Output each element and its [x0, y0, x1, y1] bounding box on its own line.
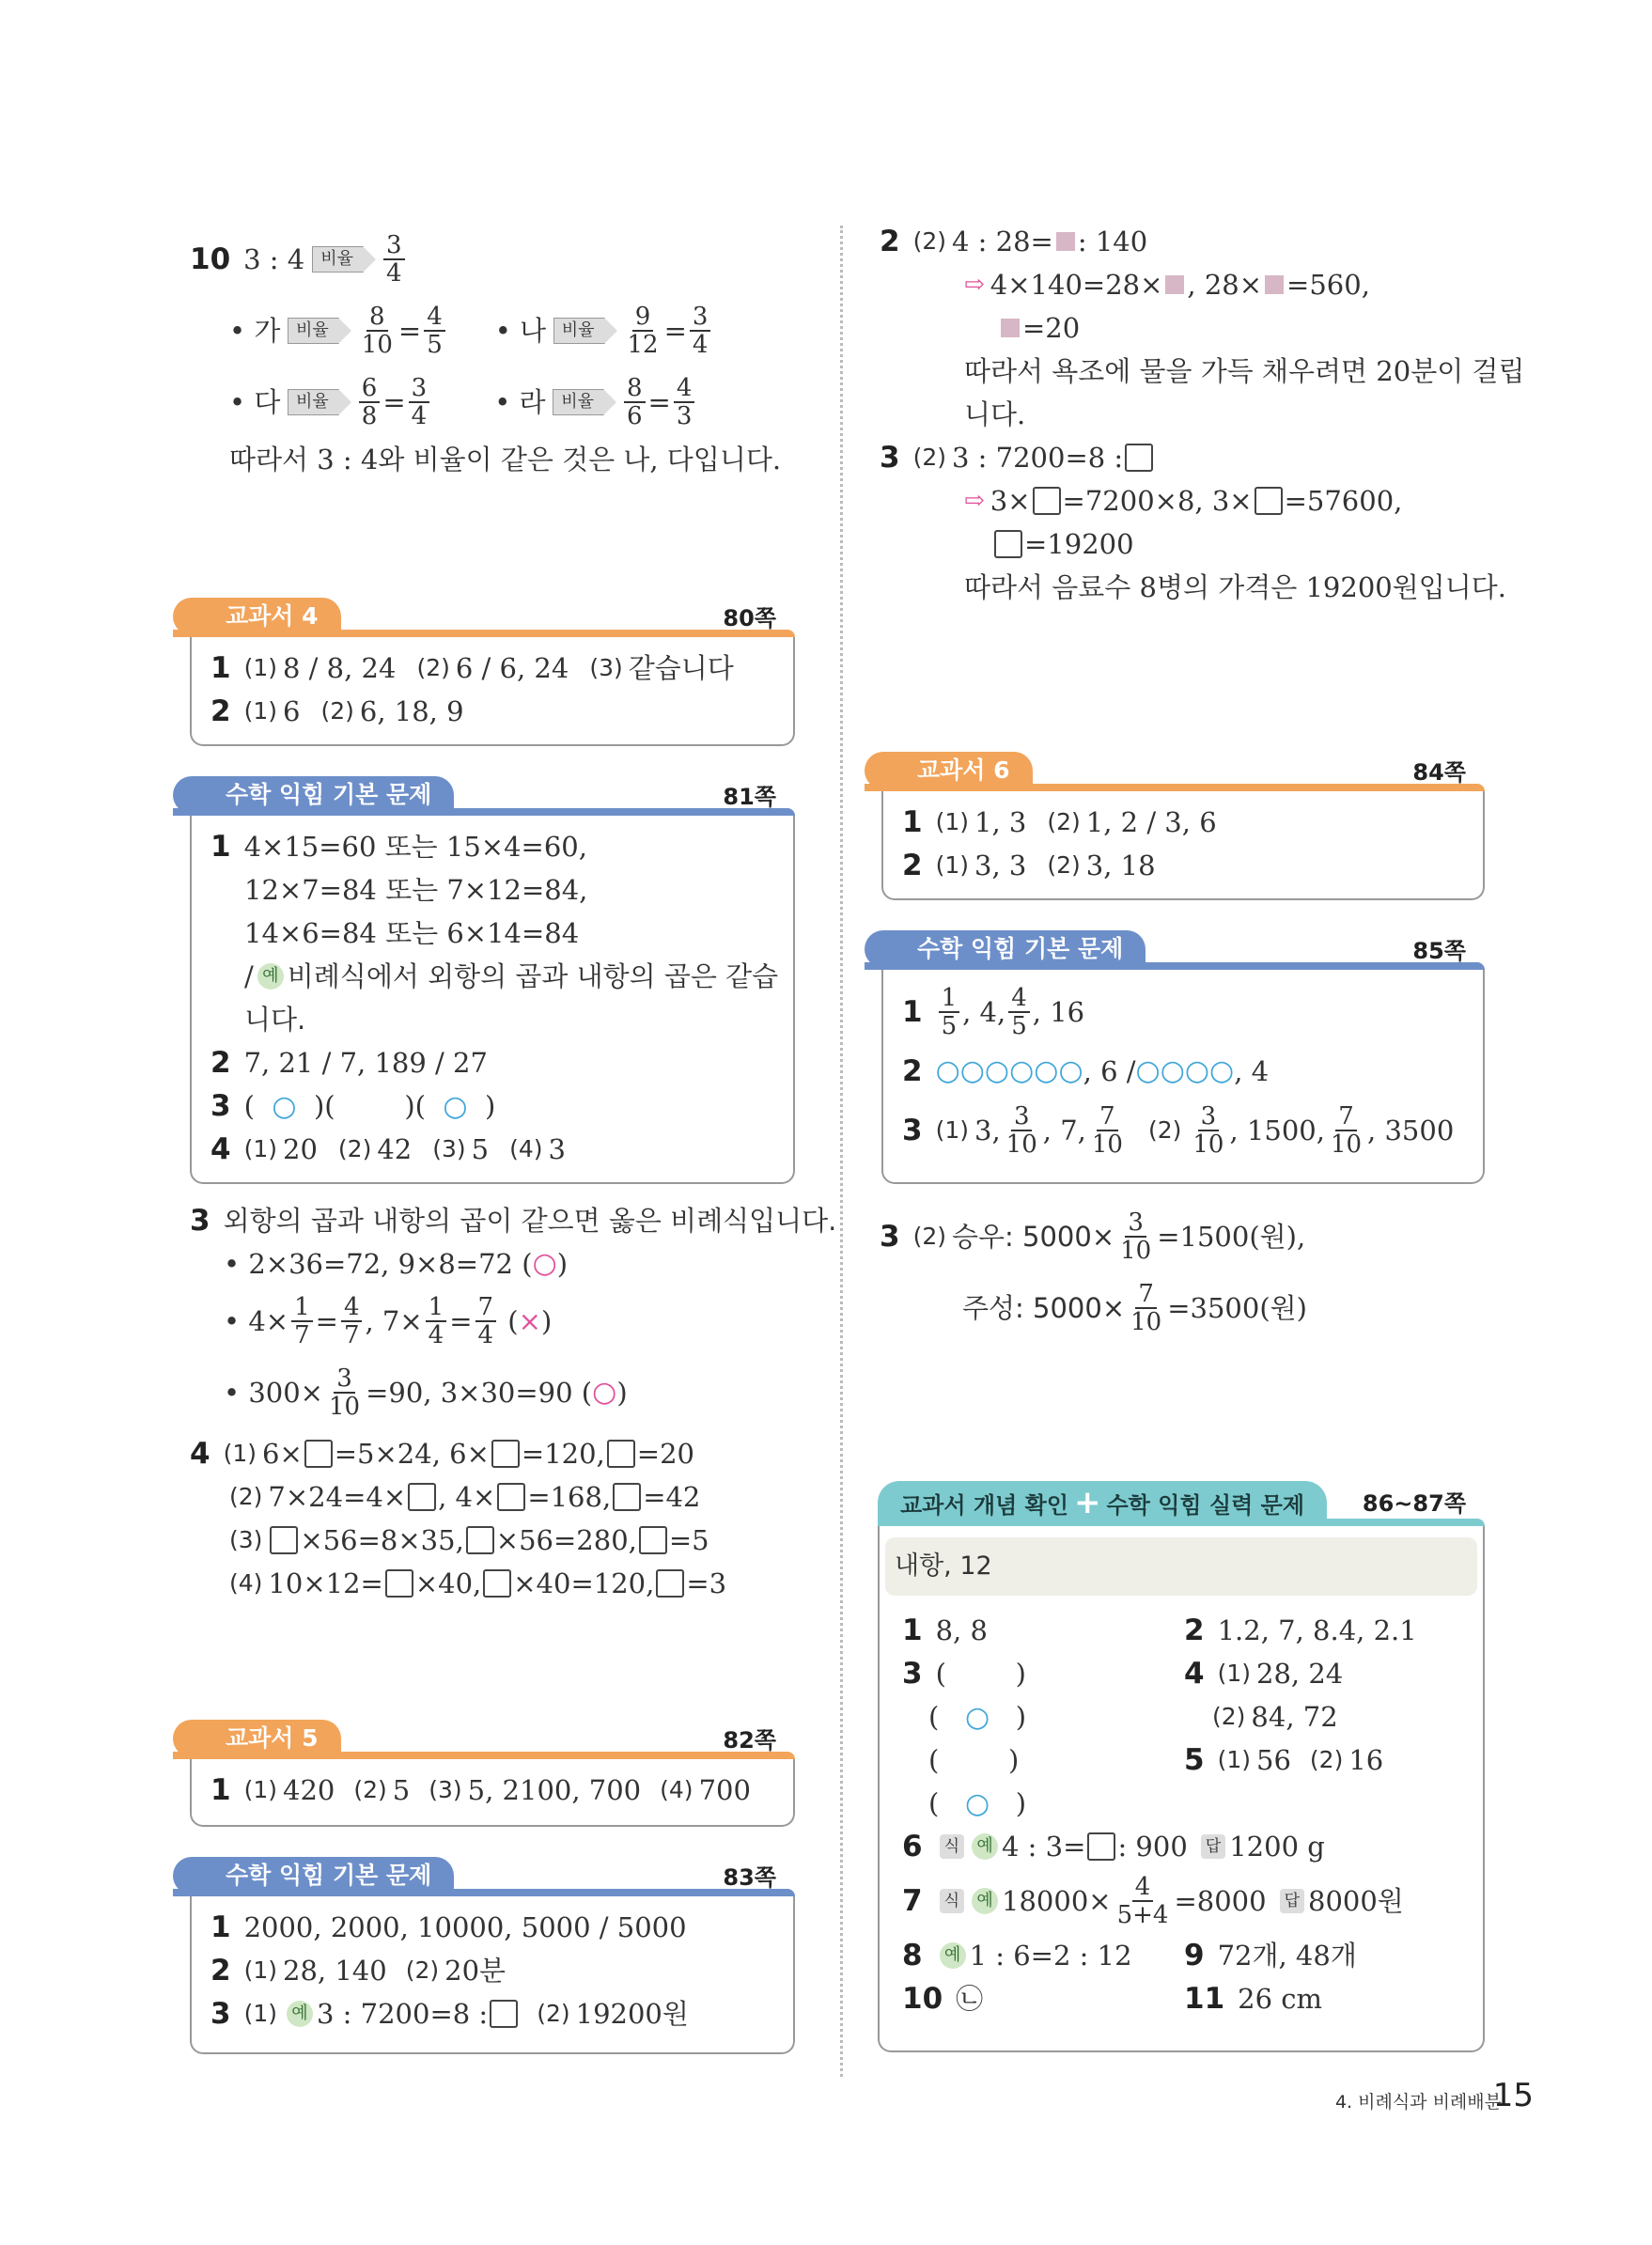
ratio-tag: 비율: [288, 318, 339, 344]
q-num: 4: [190, 1437, 210, 1471]
item-ga-label: • 가: [229, 315, 281, 347]
sub-label: (2): [229, 1483, 263, 1510]
blank-box: [1255, 487, 1283, 515]
answer: 28, 140: [283, 1955, 387, 1987]
q-num: 1: [210, 830, 231, 864]
ye-badge: 예: [972, 1888, 998, 1914]
expr: 10×12=: [268, 1567, 383, 1599]
sub-label: (1): [243, 1957, 277, 1984]
answer: 1200 g: [1229, 1831, 1325, 1863]
answer: 16: [1348, 1744, 1384, 1776]
section-concept-86-87: [878, 1481, 1485, 2052]
item-da-label: • 다: [229, 386, 281, 418]
item-na-label: • 나: [494, 315, 547, 347]
expr: 4 : 3=: [1002, 1831, 1086, 1863]
sub-label: (1): [243, 697, 277, 725]
expr: =3: [686, 1567, 727, 1599]
sub-label: (1): [935, 851, 969, 879]
expr: =1500(원),: [1157, 1221, 1306, 1253]
square-mark: [1165, 275, 1184, 294]
circles-group: ○○○○: [1135, 1054, 1235, 1087]
frac: $\frac{7}{10}$: [1330, 1102, 1363, 1159]
section-title: 수학 익힘 기본 문제: [865, 930, 1145, 968]
expr: , 3500: [1367, 1115, 1455, 1146]
blank-box: [656, 1569, 684, 1598]
sub-label: (1): [243, 1776, 277, 1803]
sub-label: (2): [912, 227, 946, 255]
answer: 6: [283, 695, 301, 727]
ye-badge: 예: [287, 2001, 313, 2027]
sub-label: (2): [912, 444, 946, 471]
dap-tag: 답: [1280, 1889, 1304, 1913]
section-page: 80쪽: [723, 605, 776, 631]
answer: 3, 3: [974, 850, 1027, 881]
ratio-tag: 비율: [553, 318, 605, 344]
circle-mark: ○: [592, 1376, 617, 1409]
sub-label: (1): [243, 654, 277, 681]
expr: 3,: [974, 1115, 1001, 1146]
q-num: 2: [210, 1046, 231, 1080]
explanation-3: 3 외항의 곱과 내항의 곱이 같으면 옳은 비례식입니다. • 2×36=72, 9×8=72 ( ○ ) • 4× $\frac{1}{7}$ = $\frac{4}{7}$ , 7× $\frac{1}{4}$ = $\frac{7}{4}$ ( × ) • 300× $\frac{3}{10}$ =90, 3×30=90 ( ○ ): [190, 1199, 836, 1428]
section-page: 81쪽: [723, 784, 776, 810]
answer-line: 12×7=84 또는 7×12=84,: [244, 874, 588, 906]
expr: 7×24=4×: [268, 1481, 407, 1513]
sub-label: (2): [320, 697, 354, 725]
answer: 같습니다: [628, 652, 734, 684]
answer: ㉡: [956, 1983, 984, 2015]
sub-label: (1): [243, 2000, 277, 2027]
answer: 1 : 6=2 : 12: [969, 1940, 1132, 1972]
bullet-3-post: =90, 3×30=90: [366, 1377, 573, 1409]
q-num: 1: [902, 1614, 923, 1647]
sub-label: (1): [935, 1116, 969, 1144]
expr: =3500(원): [1167, 1292, 1307, 1324]
section-content: [210, 1769, 751, 1812]
expr: , 7,: [1042, 1115, 1086, 1146]
item-ra-frac1: $\frac{8}{6}$: [624, 375, 646, 429]
arrow-icon: ⇨: [964, 487, 985, 515]
square-mark: [1056, 232, 1075, 251]
sub-label: (2): [1212, 1703, 1246, 1730]
q-num: 3: [880, 441, 900, 475]
expr: 18000×: [1002, 1885, 1112, 1917]
answer: 19200원: [575, 1998, 689, 2030]
sub-label: (4): [229, 1569, 263, 1597]
q-num: 3: [880, 1220, 900, 1254]
sub-label: (2): [1047, 851, 1081, 879]
expr: , 1500,: [1229, 1115, 1325, 1146]
q-num: 2: [210, 1954, 231, 1988]
column-divider: [840, 226, 843, 2077]
answer: 20: [283, 1133, 318, 1165]
equals-sign: =: [397, 315, 422, 347]
frac: $\frac{4}{7}$: [341, 1294, 363, 1349]
answer: 420: [283, 1774, 335, 1806]
section-practice-83: [173, 1857, 795, 2054]
ratio-tag: 비율: [312, 246, 364, 273]
answer: 5: [392, 1774, 411, 1806]
answer: 26 cm: [1238, 1983, 1323, 2015]
answer: 8000원: [1308, 1885, 1404, 1917]
sub-label: (2): [353, 1776, 387, 1803]
q-num: 1: [902, 805, 923, 839]
sub-label: (1): [1217, 1660, 1251, 1687]
answer: 1.2, 7, 8.4, 2.1: [1217, 1614, 1417, 1646]
q-num: 2: [1184, 1614, 1205, 1647]
expr: , 28×: [1187, 269, 1263, 301]
answer: 6 / 6, 24: [455, 652, 569, 684]
expr: =57600,: [1284, 485, 1403, 517]
q10-block: [190, 224, 781, 481]
answer: 42: [377, 1133, 413, 1165]
title-a: 교과서 개념 확인: [900, 1492, 1068, 1519]
sub-label: (3): [429, 1776, 462, 1803]
answer-line: 비례식에서 외항의 곱과 내항의 곱은 같습: [287, 960, 779, 992]
explanation-r3b: [880, 1201, 1307, 1344]
q-num: 10: [902, 1982, 943, 2016]
frac: $\frac{1}{7}$: [291, 1294, 313, 1349]
sub-label: (1): [243, 1135, 277, 1162]
ye-badge: 예: [972, 1833, 998, 1860]
blank-box: [994, 530, 1022, 558]
answer: 5, 2100, 700: [467, 1774, 642, 1806]
answer: 6, 18, 9: [359, 695, 464, 727]
sub-label: (2): [1309, 1746, 1344, 1773]
item-na-frac2: $\frac{3}{4}$: [690, 304, 711, 358]
sub-label: (3): [229, 1526, 263, 1553]
sub-label: (1): [1217, 1746, 1251, 1773]
sub-label: (2): [416, 654, 450, 681]
plus-icon: +: [1074, 1484, 1101, 1521]
frac: $\frac{4}{5+4}$: [1116, 1873, 1169, 1929]
ye-badge: 예: [940, 1942, 966, 1969]
expr: 3 : 7200=8 :: [952, 442, 1124, 474]
q-num: 9: [1184, 1939, 1205, 1972]
blank-box: [385, 1569, 413, 1598]
sub-label: (2): [405, 1957, 440, 1984]
section-textbook-5: [173, 1720, 795, 1827]
square-mark: [1265, 275, 1284, 294]
circle-mark: ○: [272, 1089, 297, 1123]
square-mark: [1001, 319, 1020, 337]
section-textbook-6: [865, 752, 1485, 900]
answer: 5: [471, 1133, 490, 1165]
item-na-frac1: $\frac{9}{12}$: [627, 303, 659, 359]
answer: 1, 2 / 3, 6: [1085, 806, 1217, 838]
expr: 승우: 5000×: [952, 1221, 1115, 1253]
bullet-2-mid: , 7×: [365, 1305, 423, 1337]
expr: =5: [668, 1524, 709, 1556]
arrow-icon: ⇨: [964, 271, 985, 299]
q-num: 3: [190, 1204, 210, 1238]
frac: $\frac{3}{10}$: [1005, 1102, 1037, 1159]
bullet-2-pre: • 4×: [224, 1305, 289, 1337]
chapter-footer: 4. 비례식과 비례배분: [1334, 2092, 1502, 2112]
expr: =42: [643, 1481, 701, 1513]
q10-frac: $\frac{3}{4}$: [383, 232, 405, 287]
paren-empty: ( ): [928, 1744, 1020, 1776]
q-num: 1: [210, 651, 231, 685]
x-mark: ×: [518, 1305, 541, 1337]
sub-label: (4): [660, 1776, 694, 1803]
sub-label: (1): [935, 808, 969, 835]
blank-box: [466, 1526, 494, 1554]
sik-tag: 식: [940, 1834, 964, 1859]
circle-mark: ○: [964, 1700, 990, 1734]
sub-label: (2): [537, 2000, 570, 2027]
q-num: 6: [902, 1830, 923, 1863]
blank-box: [1033, 487, 1061, 515]
section-textbook-4: [173, 598, 795, 746]
expr: 4×140=28×: [990, 269, 1163, 301]
sub-label: (1): [223, 1440, 257, 1467]
frac: $\frac{7}{10}$: [1130, 1280, 1162, 1336]
bullet-3-pre: • 300×: [224, 1377, 323, 1409]
q-num: 3: [210, 1997, 231, 2031]
q10-num: 10: [190, 242, 231, 276]
circles-group: ○○○○○○: [935, 1054, 1083, 1087]
frac: $\frac{3}{10}$: [1120, 1208, 1152, 1265]
frac: $\frac{3}{10}$: [328, 1364, 361, 1421]
page-number: 15: [1492, 2077, 1534, 2114]
expr: =19200: [1024, 528, 1134, 560]
expr: : 900: [1117, 1831, 1188, 1863]
answer: 84, 72: [1251, 1701, 1338, 1733]
blank-box: [270, 1526, 298, 1554]
expr: =120,: [521, 1438, 605, 1470]
sub-label: (2): [912, 1223, 946, 1250]
paren-group: ( ○ )( )( ○ ): [243, 1089, 496, 1123]
sub-label: (2): [1047, 808, 1081, 835]
q-num: 5: [1184, 1743, 1205, 1777]
answer: 1, 3: [974, 806, 1027, 838]
explanation-r2: [880, 220, 1524, 436]
answer-line: 4×15=60 또는 15×4=60,: [243, 831, 587, 863]
q10-conclusion: 따라서 3 : 4와 비율이 같은 것은 나, 다입니다.: [229, 444, 782, 476]
item-da-frac1: $\frac{6}{8}$: [359, 375, 381, 429]
expr: : 140: [1077, 226, 1148, 257]
title-b: 수학 익힘 실력 문제: [1106, 1492, 1305, 1519]
section-title: [878, 1481, 1327, 1524]
concept-answer-box: 내항, 12: [885, 1537, 1477, 1596]
item-ra-label: • 라: [494, 386, 546, 418]
expr: =5×24, 6×: [334, 1438, 490, 1470]
paren-empty: ( ): [935, 1658, 1026, 1690]
explanation-4: [190, 1432, 726, 1605]
q-num: 3: [210, 1089, 231, 1123]
bullet-1: • 2×36=72, 9×8=72: [224, 1248, 514, 1280]
expr: ×40=120,: [513, 1567, 655, 1599]
frac: $\frac{1}{4}$: [426, 1294, 447, 1349]
section-page: 84쪽: [1412, 759, 1466, 786]
answer: 2000, 2000, 10000, 5000 / 5000: [243, 1911, 687, 1943]
section-page: 82쪽: [723, 1727, 776, 1754]
item-ga-frac1: $\frac{8}{10}$: [361, 303, 393, 359]
answer-line: 14×6=84 또는 6×14=84: [244, 917, 580, 949]
expr: ×56=280,: [495, 1524, 637, 1556]
q-num: 2: [902, 849, 923, 882]
section-page: 86~87쪽: [1362, 1490, 1466, 1517]
circle-mark: ○: [443, 1089, 468, 1123]
section-content: [902, 981, 1454, 1161]
blank-box: [1125, 444, 1153, 472]
slash: /: [244, 960, 254, 992]
section-title: 수학 익힘 기본 문제: [173, 1857, 454, 1894]
explanation-text: 외항의 곱과 내항의 곱이 같으면 옳은 비례식입니다.: [223, 1205, 837, 1237]
section-practice-81: [173, 776, 795, 1184]
q-num: 4: [1184, 1657, 1205, 1691]
sub-label: (3): [432, 1135, 466, 1162]
sik-tag: 식: [940, 1889, 964, 1913]
answer: 700: [698, 1774, 751, 1806]
q-num: 3: [902, 1657, 923, 1691]
expr: =7200×8, 3×: [1062, 485, 1253, 517]
sub-label: (4): [509, 1135, 543, 1162]
conclusion: 따라서 욕조에 물을 가득 채우려면 20분이 걸립: [964, 355, 1525, 387]
expr: , 4×: [438, 1481, 496, 1513]
q-num: 2: [902, 1054, 923, 1088]
answer-line: 니다.: [244, 1004, 306, 1036]
q-num: 7: [902, 1884, 923, 1918]
section-page: 85쪽: [1412, 938, 1466, 964]
blank-box: [497, 1483, 525, 1511]
answer: 3, 18: [1085, 850, 1156, 881]
sub-label: (2): [1147, 1116, 1182, 1144]
expr: , 4,: [962, 996, 1006, 1028]
equals-sign: =: [382, 386, 406, 418]
section-title: 교과서 6: [865, 752, 1033, 789]
expr: , 6 /: [1083, 1055, 1136, 1087]
section-content: [210, 647, 734, 733]
expr: 4 : 28=: [952, 226, 1053, 257]
q-num: 2: [880, 225, 900, 258]
explanation-r3: [880, 436, 1506, 609]
section-practice-85: [865, 930, 1485, 1184]
blank-box: [1087, 1832, 1115, 1861]
expr: ×56=8×35,: [300, 1524, 464, 1556]
answer: 20분: [444, 1955, 507, 1987]
dap-tag: 답: [1201, 1834, 1225, 1859]
blank-box: [304, 1440, 333, 1468]
answer: 8 / 8, 24: [283, 652, 397, 684]
answer: 8, 8: [935, 1614, 988, 1646]
expr: =20: [1022, 312, 1081, 344]
q-num: 11: [1184, 1982, 1225, 2016]
ratio-tag: 비율: [288, 389, 339, 415]
ratio-tag: 비율: [553, 389, 604, 415]
section-title: 수학 익힘 기본 문제: [173, 776, 454, 814]
blank-box: [613, 1483, 641, 1511]
item-da-frac2: $\frac{3}{4}$: [409, 375, 430, 429]
expr: ×40,: [414, 1567, 482, 1599]
section-title: 교과서 4: [173, 598, 341, 635]
section-content: [902, 801, 1217, 887]
q-num: 4: [210, 1132, 231, 1166]
expr: 3×: [990, 485, 1031, 517]
section-content: [210, 825, 778, 1171]
equals-sign: =: [647, 386, 671, 418]
concept-right: [1184, 1609, 1417, 2020]
answer: 3: [548, 1133, 566, 1165]
item-ga-frac2: $\frac{4}{5}$: [424, 304, 445, 358]
paren-mark: ( ○ ): [928, 1700, 1027, 1734]
paren-mark: ( ○ ): [928, 1786, 1027, 1820]
frac: $\frac{7}{4}$: [475, 1294, 497, 1349]
section-title: 교과서 5: [173, 1720, 341, 1757]
expr: =20: [636, 1438, 694, 1470]
conclusion: 니다.: [964, 398, 1026, 430]
q-num: 8: [902, 1939, 923, 1972]
item-ra-frac2: $\frac{4}{3}$: [674, 375, 695, 429]
answer: 3 : 7200=8 :: [317, 1998, 489, 2030]
circle-mark: ○: [532, 1247, 557, 1280]
conclusion: 따라서 음료수 8병의 가격은 19200원입니다.: [964, 571, 1507, 603]
q-num: 1: [902, 995, 923, 1029]
expr: 6×: [262, 1438, 303, 1470]
blank-box: [491, 1440, 520, 1468]
expr: 주성: 5000×: [962, 1292, 1126, 1324]
expr: =168,: [527, 1481, 612, 1513]
sub-label: (3): [589, 654, 623, 681]
answer: 56: [1256, 1744, 1291, 1776]
frac: $\frac{3}{10}$: [1192, 1102, 1224, 1159]
expr: , 4: [1234, 1055, 1270, 1087]
answer: 72개, 48개: [1217, 1940, 1357, 1972]
equals-sign: =: [663, 315, 687, 347]
expr: , 16: [1032, 996, 1085, 1028]
answer: 28, 24: [1256, 1658, 1344, 1690]
frac: $\frac{7}{10}$: [1091, 1102, 1123, 1159]
q-num: 2: [210, 694, 231, 728]
blank-box: [490, 2000, 518, 2028]
section-content: [210, 1906, 689, 2035]
q-num: 3: [902, 1114, 923, 1147]
answer: 7, 21 / 7, 189 / 27: [243, 1047, 488, 1079]
q10-ratio: 3 : 4: [243, 243, 305, 275]
q-num: 1: [210, 1773, 231, 1807]
blank-box: [483, 1569, 511, 1598]
section-page: 83쪽: [723, 1864, 776, 1891]
expr: =8000: [1174, 1885, 1267, 1917]
blank-box: [607, 1440, 635, 1468]
sub-label: (2): [337, 1135, 372, 1162]
circle-mark: ○: [964, 1786, 990, 1820]
ye-badge: 예: [257, 963, 284, 990]
q-num: 1: [210, 1910, 231, 1944]
blank-box: [639, 1526, 667, 1554]
expr: =560,: [1286, 269, 1370, 301]
frac: $\frac{4}{5}$: [1008, 985, 1030, 1039]
frac: $\frac{1}{5}$: [939, 985, 960, 1039]
blank-box: [408, 1483, 436, 1511]
